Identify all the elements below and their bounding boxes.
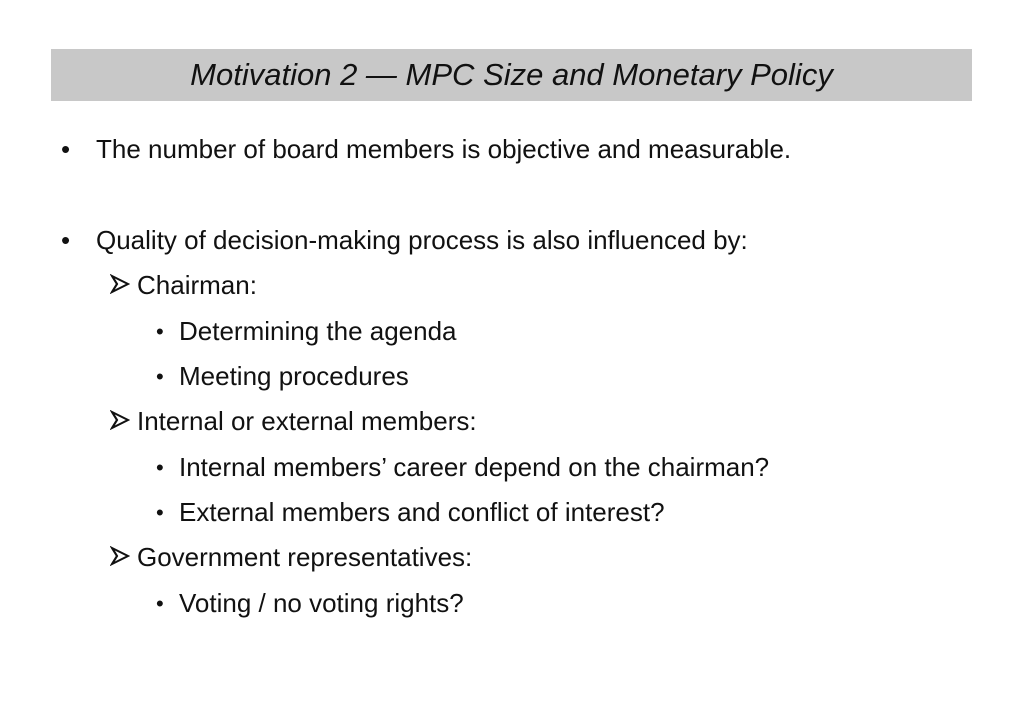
arrowhead-bullet-icon [110,410,130,430]
sub-bullet-chairman [0,270,1023,302]
bullet-marker: • [156,591,164,616]
bullet-marker: • [156,364,164,389]
sub-bullet-text: Chairman: [137,270,257,300]
bullet-item-objective [0,134,1023,166]
detail-bullet-voting-rights [0,588,1023,620]
slide-title: Motivation 2 — MPC Size and Monetary Policy [190,57,833,92]
sub-bullet-members [0,406,1023,438]
bullet-marker: • [61,134,71,164]
detail-bullet-agenda [0,316,1023,348]
detail-bullet-text: Voting / no voting rights? [179,588,464,618]
bullet-text: The number of board members is objective and measurable. [96,134,792,164]
bullet-text: Quality of decision-making process is also influenced by: [96,225,748,255]
bullet-marker: • [61,225,71,255]
bullet-item-quality [0,225,1023,257]
sub-bullet-text: Internal or external members: [137,406,477,436]
detail-bullet-text: Meeting procedures [179,361,409,391]
arrowhead-bullet-icon [110,274,130,294]
arrowhead-bullet-icon [110,546,130,566]
detail-bullet-procedures [0,361,1023,393]
detail-bullet-text: Internal members’ career depend on the chairman? [179,452,770,482]
detail-bullet-external-conflict [0,497,1023,529]
bullet-marker: • [156,455,164,480]
detail-bullet-text: Determining the agenda [179,316,457,346]
bullet-marker: • [156,319,164,344]
detail-bullet-internal-career [0,452,1023,484]
sub-bullet-text: Government representatives: [137,542,473,572]
sub-bullet-government [0,542,1023,574]
detail-bullet-text: External members and conflict of interest? [179,497,665,527]
title-bar [51,49,972,101]
bullet-marker: • [156,500,164,525]
